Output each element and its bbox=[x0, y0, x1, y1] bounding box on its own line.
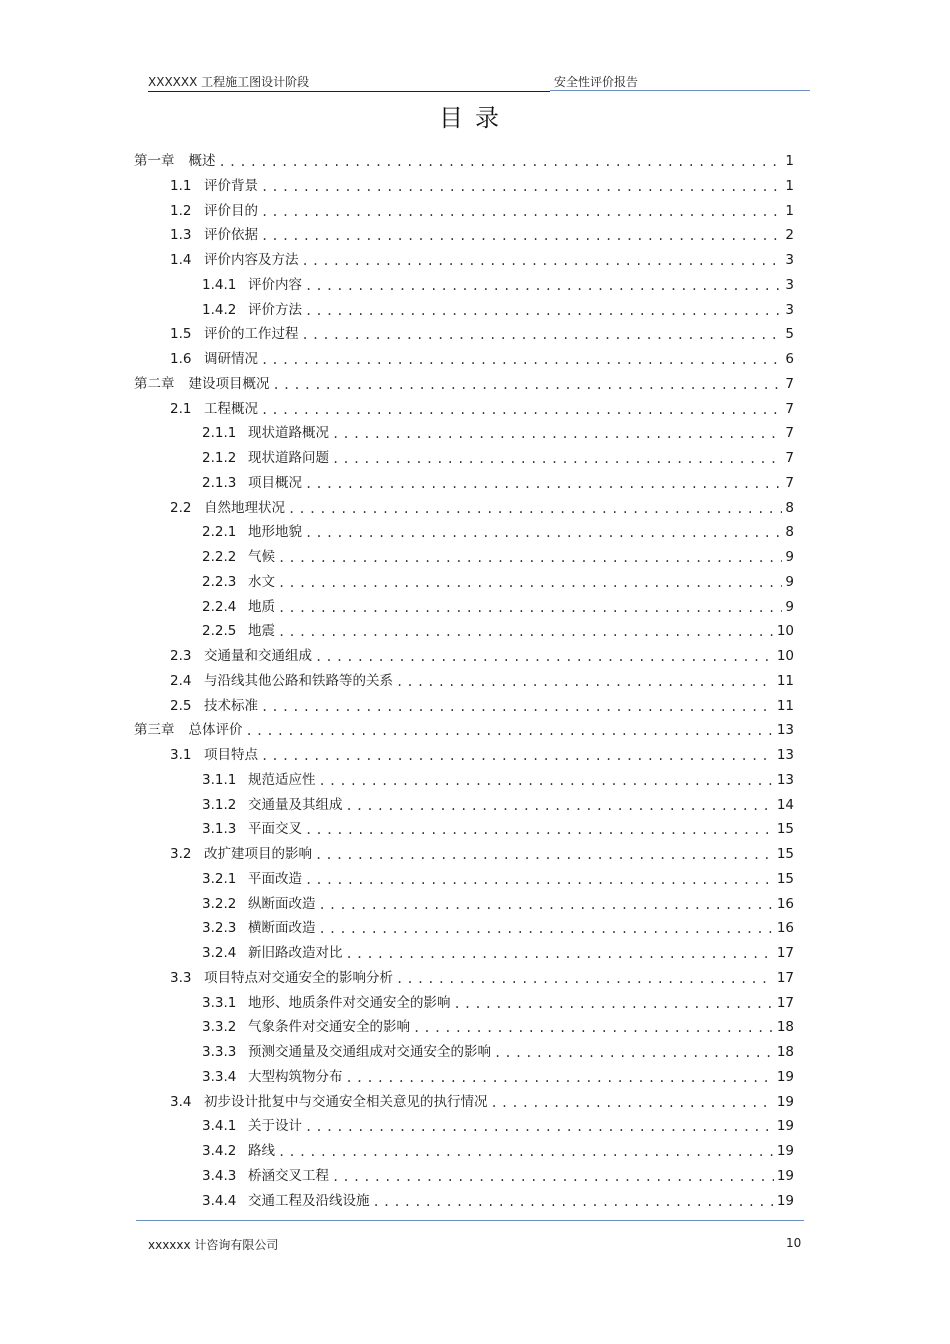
toc-entry-page: 7 bbox=[785, 450, 794, 466]
toc-entry-number: 3.2.2 bbox=[202, 895, 237, 912]
toc-entry-number: 1.4.1 bbox=[202, 276, 237, 293]
toc-entry-page: 17 bbox=[776, 945, 794, 961]
toc-dot-leader bbox=[396, 674, 774, 690]
toc-dot-leader bbox=[319, 897, 774, 913]
toc-entry-page: 18 bbox=[776, 1019, 794, 1036]
toc-entry-number: 3.1.1 bbox=[202, 771, 237, 788]
toc-entry-title: 气象条件对交通安全的影响 bbox=[248, 1019, 410, 1036]
toc-entry-number: 2.2 bbox=[170, 499, 192, 516]
toc-dot-leader bbox=[346, 1070, 774, 1086]
toc-dot-leader bbox=[305, 1119, 774, 1135]
toc-entry[interactable] bbox=[170, 224, 794, 244]
toc-entry[interactable] bbox=[170, 398, 794, 418]
toc-entry-number: 3.2.3 bbox=[202, 920, 237, 937]
toc-entry-title: 路线 bbox=[248, 1143, 275, 1159]
toc-entry-page: 15 bbox=[776, 870, 794, 887]
toc-dot-leader bbox=[278, 600, 782, 616]
toc-entry[interactable] bbox=[170, 1091, 794, 1111]
toc-entry-number: 2.5 bbox=[170, 697, 192, 714]
toc-entry-page: 10 bbox=[776, 648, 794, 664]
toc-entry-number: 3.3.3 bbox=[202, 1044, 237, 1060]
toc-dot-leader bbox=[454, 996, 774, 1012]
toc-entry-page: 13 bbox=[776, 771, 794, 788]
toc-entry-number: 3.4.3 bbox=[202, 1167, 237, 1184]
toc-entry-title: 平面改造 bbox=[248, 870, 302, 887]
toc-entry-page: 7 bbox=[785, 400, 794, 417]
toc-entry-number: 3.1 bbox=[170, 747, 192, 763]
toc-entry-title: 现状道路概况 bbox=[248, 425, 329, 442]
toc-entry-title: 纵断面改造 bbox=[248, 895, 316, 912]
toc-entry-title: 规范适应性 bbox=[248, 771, 316, 788]
toc-entry-title: 关于设计 bbox=[248, 1118, 302, 1135]
toc-entry-number: 3.2.4 bbox=[202, 945, 237, 961]
toc-entry-number: 3.1.2 bbox=[202, 796, 237, 813]
toc-entry-title: 桥涵交叉工程 bbox=[248, 1167, 329, 1184]
toc-entry-number: 1.6 bbox=[170, 351, 192, 367]
toc-entry[interactable] bbox=[202, 818, 794, 838]
toc-entry-number: 2.4 bbox=[170, 672, 192, 689]
toc-entry-number: 1.3 bbox=[170, 227, 192, 244]
page-title: 目录 bbox=[439, 104, 511, 132]
toc-entry-title: 调研情况 bbox=[204, 351, 258, 367]
toc-entry-number: 3.1.3 bbox=[202, 821, 237, 838]
toc-dot-leader bbox=[305, 278, 782, 294]
toc-entry[interactable] bbox=[170, 200, 794, 220]
toc-entry[interactable] bbox=[170, 645, 794, 665]
toc-entry-page: 13 bbox=[776, 722, 794, 739]
toc-entry-page: 19 bbox=[776, 1192, 794, 1209]
toc-entry-number: 第二章 bbox=[134, 375, 175, 392]
toc-entry-title: 交通量及其组成 bbox=[248, 796, 343, 813]
toc-entry-title: 评价背景 bbox=[204, 177, 258, 194]
toc-dot-leader bbox=[261, 699, 774, 715]
toc-entry[interactable] bbox=[202, 299, 794, 319]
toc-entry-title: 水文 bbox=[248, 573, 275, 590]
toc-entry-page: 7 bbox=[785, 425, 794, 442]
toc-entry-title: 评价的工作过程 bbox=[204, 326, 299, 343]
toc-entry-number: 3.2 bbox=[170, 846, 192, 862]
toc-entry-number: 2.2.4 bbox=[202, 598, 237, 615]
toc-entry-page: 13 bbox=[776, 747, 794, 763]
toc-entry[interactable] bbox=[202, 447, 794, 467]
toc-dot-leader bbox=[494, 1045, 774, 1061]
toc-dot-leader bbox=[246, 723, 774, 739]
toc-entry-page: 9 bbox=[785, 573, 794, 590]
toc-dot-leader bbox=[332, 1169, 774, 1185]
toc-entry-title: 评价依据 bbox=[204, 227, 258, 244]
toc-dot-leader bbox=[373, 1194, 774, 1210]
toc-entry[interactable] bbox=[170, 249, 794, 269]
toc-dot-leader bbox=[261, 204, 782, 220]
toc-entry[interactable] bbox=[202, 794, 794, 814]
toc-entry[interactable] bbox=[202, 274, 794, 294]
toc-dot-leader bbox=[302, 253, 783, 269]
toc-entry-number: 2.1 bbox=[170, 400, 192, 417]
toc-dot-leader bbox=[261, 402, 782, 418]
toc-entry-number: 2.2.5 bbox=[202, 623, 237, 640]
toc-entry-number: 2.2.2 bbox=[202, 549, 237, 565]
toc-entry-number: 3.3.4 bbox=[202, 1068, 237, 1085]
toc-entry-number: 3.3.2 bbox=[202, 1019, 237, 1036]
toc-entry-page: 3 bbox=[785, 301, 794, 318]
toc-entry-number: 2.1.2 bbox=[202, 450, 237, 466]
toc-dot-leader bbox=[261, 748, 774, 764]
toc-dot-leader bbox=[396, 971, 774, 987]
toc-entry-title: 地质 bbox=[248, 598, 275, 615]
toc-entry[interactable] bbox=[202, 769, 794, 789]
toc-entry[interactable] bbox=[170, 323, 794, 343]
toc-entry-page: 7 bbox=[785, 375, 794, 392]
toc-entry-title: 预测交通量及交通组成对交通安全的影响 bbox=[248, 1044, 491, 1060]
toc-entry-page: 19 bbox=[776, 1068, 794, 1085]
toc-entry-number: 3.4.2 bbox=[202, 1143, 237, 1159]
toc-dot-leader bbox=[302, 327, 783, 343]
toc-entry-title: 气候 bbox=[248, 549, 275, 565]
toc-entry[interactable] bbox=[202, 1041, 794, 1061]
toc-entry[interactable] bbox=[202, 868, 794, 888]
toc-entry-number: 第一章 bbox=[134, 153, 175, 169]
toc-dot-leader bbox=[278, 550, 782, 566]
toc-entry-number: 2.2.3 bbox=[202, 573, 237, 590]
toc-entry[interactable] bbox=[170, 695, 794, 715]
toc-entry[interactable] bbox=[202, 1190, 794, 1210]
toc-dot-leader bbox=[413, 1020, 774, 1036]
toc-entry-number: 3.4 bbox=[170, 1093, 192, 1110]
toc-entry-page: 17 bbox=[776, 969, 794, 986]
toc-entry-number: 3.4.4 bbox=[202, 1192, 237, 1209]
toc-entry[interactable] bbox=[134, 150, 794, 170]
toc-entry-page: 9 bbox=[785, 598, 794, 615]
toc-entry-page: 1 bbox=[785, 202, 794, 219]
toc-entry[interactable] bbox=[202, 942, 794, 962]
toc-dot-leader bbox=[332, 426, 782, 442]
toc-entry[interactable] bbox=[134, 373, 794, 393]
toc-dot-leader bbox=[305, 303, 782, 319]
toc-entry-page: 3 bbox=[785, 276, 794, 293]
toc-entry-title: 新旧路改造对比 bbox=[248, 945, 343, 961]
toc-entry-page: 11 bbox=[776, 672, 794, 689]
toc-entry[interactable] bbox=[170, 497, 794, 517]
toc-dot-leader bbox=[219, 154, 783, 170]
toc-entry-page: 19 bbox=[776, 1167, 794, 1184]
toc-entry-page: 16 bbox=[776, 920, 794, 937]
toc-dot-leader bbox=[346, 798, 774, 814]
toc-entry-page: 8 bbox=[785, 524, 794, 541]
toc-entry[interactable] bbox=[170, 967, 794, 987]
toc-entry[interactable] bbox=[170, 843, 794, 863]
toc-entry-page: 16 bbox=[776, 895, 794, 912]
toc-entry-number: 2.3 bbox=[170, 648, 192, 664]
toc-entry-number: 1.4 bbox=[170, 252, 192, 268]
toc-entry-page: 1 bbox=[785, 153, 794, 169]
toc-entry-number: 1.5 bbox=[170, 326, 192, 343]
toc-dot-leader bbox=[319, 773, 774, 789]
toc-entry-title: 初步设计批复中与交通安全相关意见的执行情况 bbox=[204, 1093, 488, 1110]
toc-entry-title: 地形、地质条件对交通安全的影响 bbox=[248, 994, 451, 1011]
toc-entry-title: 评价内容及方法 bbox=[204, 252, 299, 268]
toc-entry-page: 19 bbox=[776, 1093, 794, 1110]
toc-entry-number: 1.1 bbox=[170, 177, 192, 194]
toc-entry-title: 与沿线其他公路和铁路等的关系 bbox=[204, 672, 393, 689]
toc-entry-page: 19 bbox=[776, 1118, 794, 1135]
toc-entry-page: 8 bbox=[785, 499, 794, 516]
toc-entry-title: 地形地貌 bbox=[248, 524, 302, 541]
toc-entry-title: 项目概况 bbox=[248, 474, 302, 491]
toc-entry-page: 5 bbox=[785, 326, 794, 343]
toc-entry[interactable] bbox=[170, 348, 794, 368]
toc-entry-number: 3.3 bbox=[170, 969, 192, 986]
toc-entry[interactable] bbox=[202, 917, 794, 937]
toc-entry-number: 第三章 bbox=[134, 722, 175, 739]
toc-entry-title: 自然地理状况 bbox=[204, 499, 285, 516]
toc-entry-title: 项目特点 bbox=[204, 747, 258, 763]
toc-dot-leader bbox=[278, 1144, 774, 1160]
toc-entry[interactable] bbox=[170, 744, 794, 764]
toc-entry-number: 1.4.2 bbox=[202, 301, 237, 318]
toc-dot-leader bbox=[261, 228, 782, 244]
toc-entry-title: 概述 bbox=[188, 153, 216, 169]
toc-dot-leader bbox=[305, 872, 774, 888]
toc-entry-title: 评价目的 bbox=[204, 202, 258, 219]
toc-entry[interactable] bbox=[202, 1165, 794, 1185]
toc-entry-page: 7 bbox=[785, 474, 794, 491]
toc-entry-page: 14 bbox=[776, 796, 794, 813]
toc-dot-leader bbox=[273, 377, 783, 393]
toc-entry[interactable] bbox=[202, 596, 794, 616]
footer-page-number: 10 bbox=[786, 1236, 802, 1250]
toc-entry-title: 评价内容 bbox=[248, 276, 302, 293]
toc-entry-title: 技术标准 bbox=[204, 697, 258, 714]
toc-entry[interactable] bbox=[202, 1140, 794, 1160]
toc-dot-leader bbox=[261, 352, 782, 368]
toc-entry-page: 17 bbox=[776, 994, 794, 1011]
footer-divider bbox=[136, 1220, 804, 1221]
footer-company: xxxxxx 计咨询有限公司 bbox=[148, 1238, 279, 1252]
toc-dot-leader bbox=[261, 179, 782, 195]
toc-entry-page: 2 bbox=[785, 227, 794, 244]
toc-entry-title: 总体评价 bbox=[188, 722, 243, 739]
toc-entry[interactable] bbox=[202, 472, 794, 492]
toc-entry-number: 2.1.1 bbox=[202, 425, 237, 442]
toc-entry[interactable] bbox=[170, 175, 794, 195]
toc-entry-page: 3 bbox=[785, 252, 794, 268]
toc-entry[interactable] bbox=[202, 546, 794, 566]
toc-entry[interactable] bbox=[202, 620, 794, 640]
toc-entry-title: 改扩建项目的影响 bbox=[204, 846, 312, 862]
toc-entry-page: 1 bbox=[785, 177, 794, 194]
toc-dot-leader bbox=[346, 946, 774, 962]
toc-entry-number: 1.2 bbox=[170, 202, 192, 219]
toc-entry[interactable] bbox=[202, 422, 794, 442]
toc-entry[interactable] bbox=[202, 521, 794, 541]
toc-entry-title: 大型构筑物分布 bbox=[248, 1068, 343, 1085]
toc-entry-number: 3.4.1 bbox=[202, 1118, 237, 1135]
toc-dot-leader bbox=[319, 921, 774, 937]
toc-entry-number: 2.1.3 bbox=[202, 474, 237, 491]
toc-entry[interactable] bbox=[202, 992, 794, 1012]
toc-entry-title: 地震 bbox=[248, 623, 275, 640]
toc-entry-page: 19 bbox=[776, 1143, 794, 1159]
toc-entry-number: 2.2.1 bbox=[202, 524, 237, 541]
toc-entry[interactable] bbox=[202, 571, 794, 591]
toc-entry[interactable] bbox=[202, 893, 794, 913]
toc-dot-leader bbox=[278, 575, 782, 591]
toc-entry-title: 交通量和交通组成 bbox=[204, 648, 312, 664]
toc-dot-leader bbox=[315, 847, 774, 863]
toc-entry-title: 平面交叉 bbox=[248, 821, 302, 838]
toc-dot-leader bbox=[305, 476, 782, 492]
toc-entry[interactable] bbox=[202, 1066, 794, 1086]
toc-dot-leader bbox=[278, 624, 774, 640]
header-right: 安全性评价报告 bbox=[550, 75, 810, 91]
toc-dot-leader bbox=[305, 822, 774, 838]
toc-entry-title: 项目特点对交通安全的影响分析 bbox=[204, 969, 393, 986]
toc-entry-title: 工程概况 bbox=[204, 400, 258, 417]
toc-entry-title: 现状道路问题 bbox=[248, 450, 329, 466]
toc-entry-number: 3.2.1 bbox=[202, 870, 237, 887]
toc-entry-page: 15 bbox=[776, 821, 794, 838]
toc-entry-title: 交通工程及沿线设施 bbox=[248, 1192, 370, 1209]
toc-entry-page: 18 bbox=[776, 1044, 794, 1060]
toc-entry-page: 15 bbox=[776, 846, 794, 862]
toc-entry-title: 评价方法 bbox=[248, 301, 302, 318]
toc-entry-title: 建设项目概况 bbox=[188, 375, 270, 392]
toc-entry-page: 11 bbox=[776, 697, 794, 714]
toc-dot-leader bbox=[332, 451, 782, 467]
toc-entry-title: 横断面改造 bbox=[248, 920, 316, 937]
toc-dot-leader bbox=[288, 501, 782, 517]
toc-entry-page: 9 bbox=[785, 549, 794, 565]
toc-dot-leader bbox=[315, 649, 774, 665]
toc-entry[interactable] bbox=[202, 1016, 794, 1036]
toc-entry[interactable] bbox=[202, 1115, 794, 1135]
toc-entry-page: 10 bbox=[776, 623, 794, 640]
toc-entry[interactable] bbox=[170, 670, 794, 690]
toc-entry[interactable] bbox=[134, 719, 794, 739]
toc-entry-number: 3.3.1 bbox=[202, 994, 237, 1011]
header-left: XXXXXX 工程施工图设计阶段 bbox=[148, 75, 550, 92]
toc-dot-leader bbox=[491, 1095, 774, 1111]
toc-entry-page: 6 bbox=[785, 351, 794, 367]
toc-dot-leader bbox=[305, 525, 782, 541]
